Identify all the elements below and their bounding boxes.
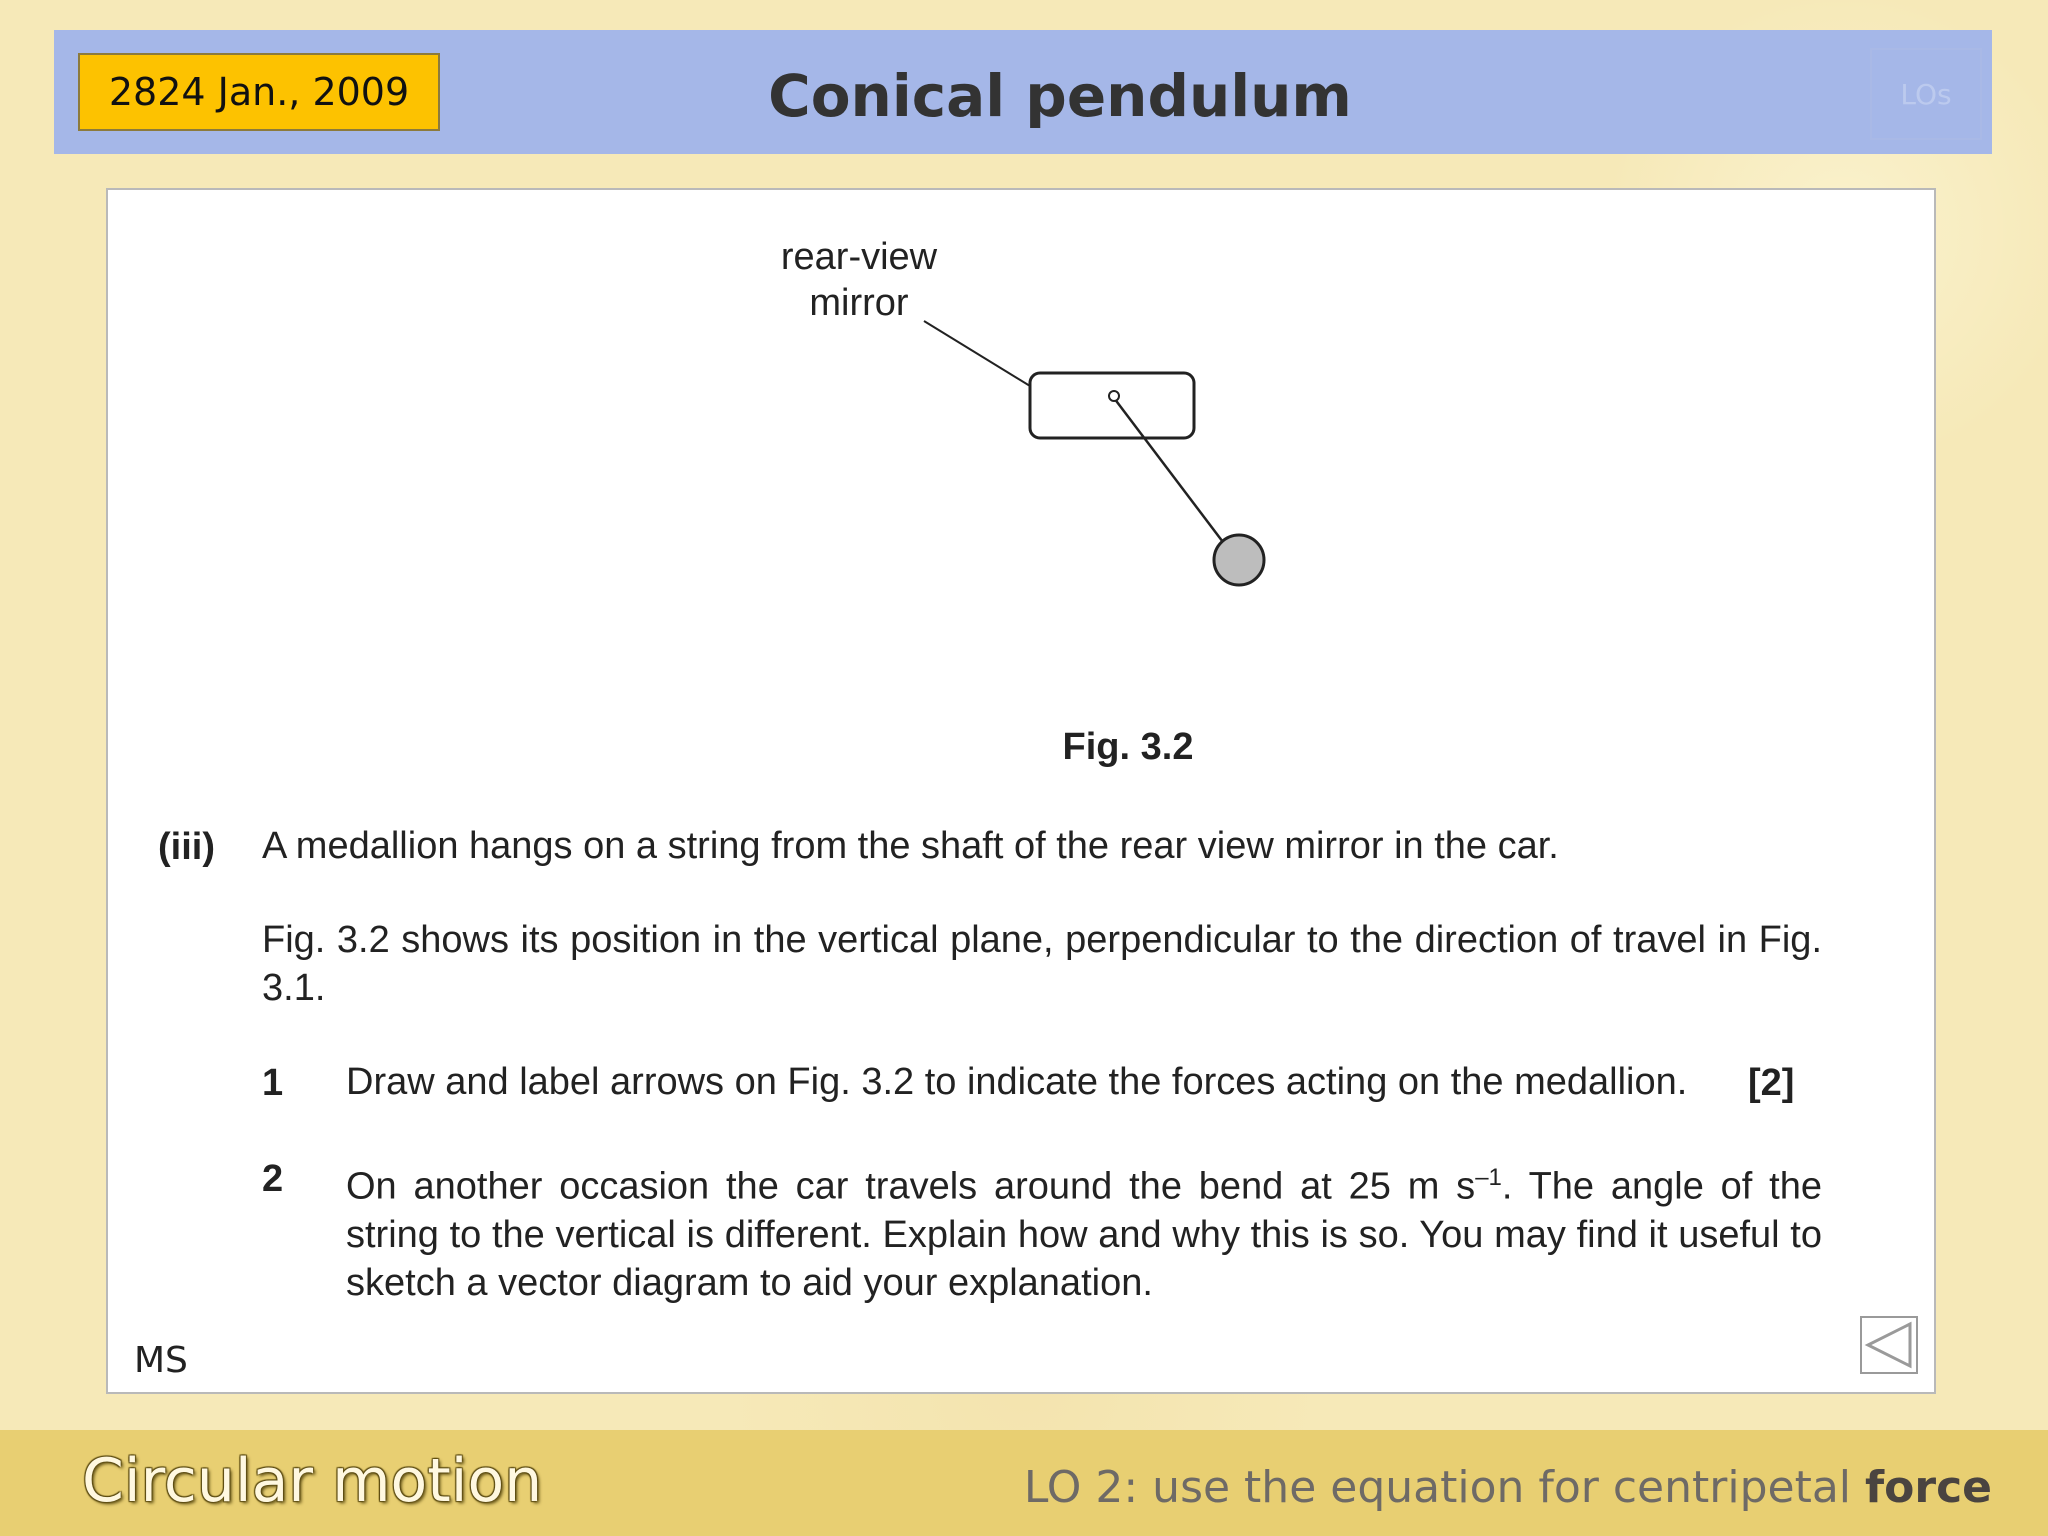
page-title: Conical pendulum — [768, 62, 1352, 130]
exam-reference-badge: 2824 Jan., 2009 — [78, 53, 440, 131]
question-intro: A medallion hangs on a string from the shaft of the rear view mirror in the car. — [262, 825, 1559, 867]
item-2-text-before: On another occasion the car travels around the bend at 25 m s — [346, 1165, 1476, 1208]
item-1-text: Draw and label arrows on Fig. 3.2 to indicate the forces acting on the medallion. — [346, 1061, 1688, 1103]
mirror-rectangle — [1030, 373, 1194, 438]
figure-label-line1: rear-view — [780, 236, 938, 278]
question-context: Fig. 3.2 shows its position in the vertical plane, perpendicular to the direction of travel in Fig. 3.1. — [262, 919, 1822, 1009]
footer-topic-title: Circular motion — [82, 1446, 543, 1516]
exam-question-panel — [106, 188, 1936, 1394]
footer-lo-prefix: LO 2: use the equation for centripetal — [1023, 1462, 1865, 1513]
item-2-text — [346, 1154, 1822, 1307]
figure-3-2-diagram — [108, 190, 1938, 750]
medallion — [1214, 535, 1264, 585]
ms-link[interactable]: MS — [134, 1340, 188, 1381]
item-2-superscript: –1 — [1475, 1164, 1502, 1191]
footer-lo-bold: force — [1865, 1462, 1992, 1513]
item-2-number: 2 — [262, 1158, 284, 1200]
back-triangle-icon — [1862, 1318, 1916, 1372]
pivot-point — [1109, 391, 1119, 401]
question-part-label: (iii) — [158, 826, 215, 868]
label-leader-line — [924, 321, 1030, 386]
los-button[interactable]: LOs — [1870, 48, 1982, 140]
item-2-text-after: . The angle of the string to the vertical is different. Explain how and why this is so. You may find it useful to sketch a vector diagram to aid your explanation. — [346, 1165, 1823, 1304]
back-button[interactable] — [1860, 1316, 1918, 1374]
item-1-number: 1 — [262, 1062, 284, 1104]
item-1-marks: [2] — [1748, 1062, 1795, 1104]
figure-label-line2: mirror — [809, 282, 909, 324]
footer-learning-objective — [1024, 1462, 1992, 1513]
figure-caption: Fig. 3.2 — [1062, 726, 1194, 768]
